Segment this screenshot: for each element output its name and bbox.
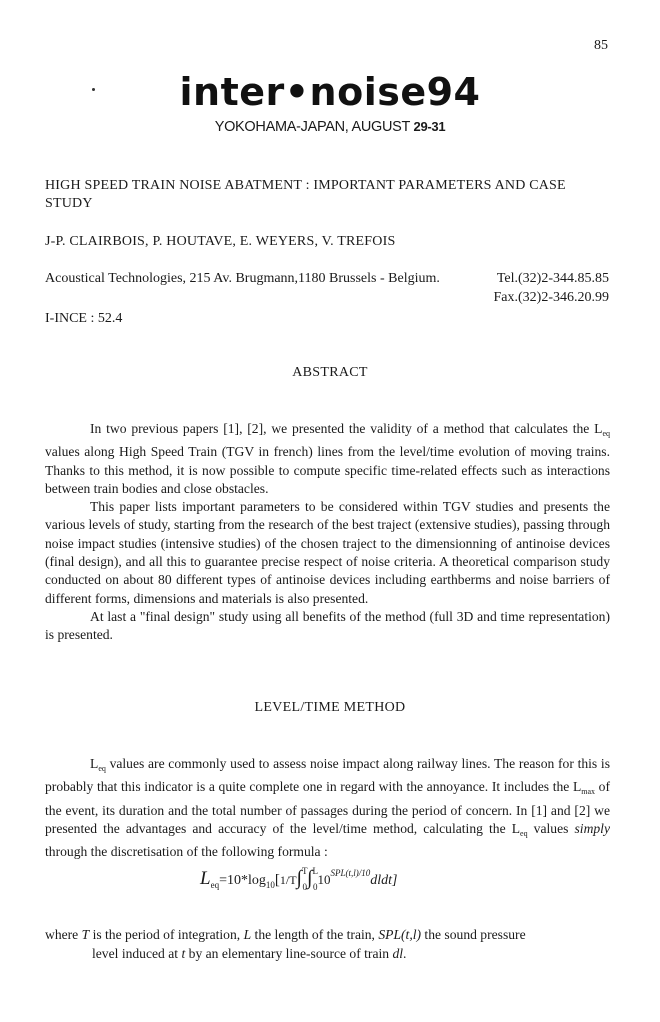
formula-explanation: where T is the period of integration, L the length of the train, SPL(t,l) the sound pressure level induced at t by an elementary line-source of train dl.: [45, 927, 526, 961]
conference-days: 29-31: [413, 119, 446, 134]
affiliation: Acoustical Technologies, 215 Av. Brugmann,1180 Brussels - Belgium.: [45, 271, 440, 286]
abstract-heading: ABSTRACT: [292, 365, 368, 380]
conference-location: YOKOHAMA-JAPAN, AUGUST: [214, 119, 410, 135]
level-time-heading: LEVEL/TIME METHOD: [254, 700, 406, 715]
ince-classification: I-INCE : 52.4: [45, 311, 123, 326]
abstract-paragraph: At last a "final design" study using all benefits of the method (full 3D and time representation) is presented.: [45, 608, 610, 643]
fax: Fax.(32)2-346.20.99: [493, 290, 609, 305]
conference-line: [0, 119, 660, 135]
paper-authors: J-P. CLAIRBOIS, P. HOUTAVE, E. WEYERS, V. TREFOIS: [45, 234, 396, 249]
abstract-body: [45, 420, 610, 645]
abstract-paragraph: This paper lists important parameters to be considered within TGV studies and presents the various levels of study, starting from the research of the best traject (extensive studies), passing through noise impact studies (intensive studies) of the chosen traject to the dimensionning of antinoise devices (final design), and all this to guarantee precise respect of noise criteria. A theoretical comparison study conducted on about 80 different types of antinoise devices including earthberms and noise barriers of different forms, dimensions and materials is also presented.: [45, 499, 610, 606]
conference-logo: inter•noise94: [179, 70, 481, 114]
abstract-paragraph: In two previous papers [1], [2], we presented the validity of a method that calculates the $L_{eq}$ values along High Speed Train (TGV in french) lines from the level/time evolution of moving trains. Thanks to this method, it is now possible to compute specific time-related effects such as interactions between train bodies and close obstacles.: [45, 421, 610, 496]
affiliation-block: [45, 270, 615, 305]
level-time-body: [45, 755, 610, 861]
page-number: 85: [594, 38, 608, 53]
leq-formula: $L_{eq}=10*\log_{10}[1/T\int^T_0\int^L_010^{SPL(t,l)/10}dldt]$: [200, 866, 398, 892]
level-time-paragraph: $L_{eq}$ values are commonly used to assess noise impact along railway lines. The reason for this is probably that this indicator is a quite complete one in regard with the annoyance. It includes the $L_{max}$ of the event, its duration and the total number of passages during the period of concern. In [1] and [2] we presented the advantages and accuracy of the level/time method, calculating the $L_{eq}$ values simply through the discretisation of the following formula :: [45, 756, 610, 860]
paper-title: HIGH SPEED TRAIN NOISE ABATMENT : IMPORTANT PARAMETERS AND CASE STUDY: [45, 178, 566, 211]
telephone: Tel.(32)2-344.85.85: [496, 271, 609, 286]
